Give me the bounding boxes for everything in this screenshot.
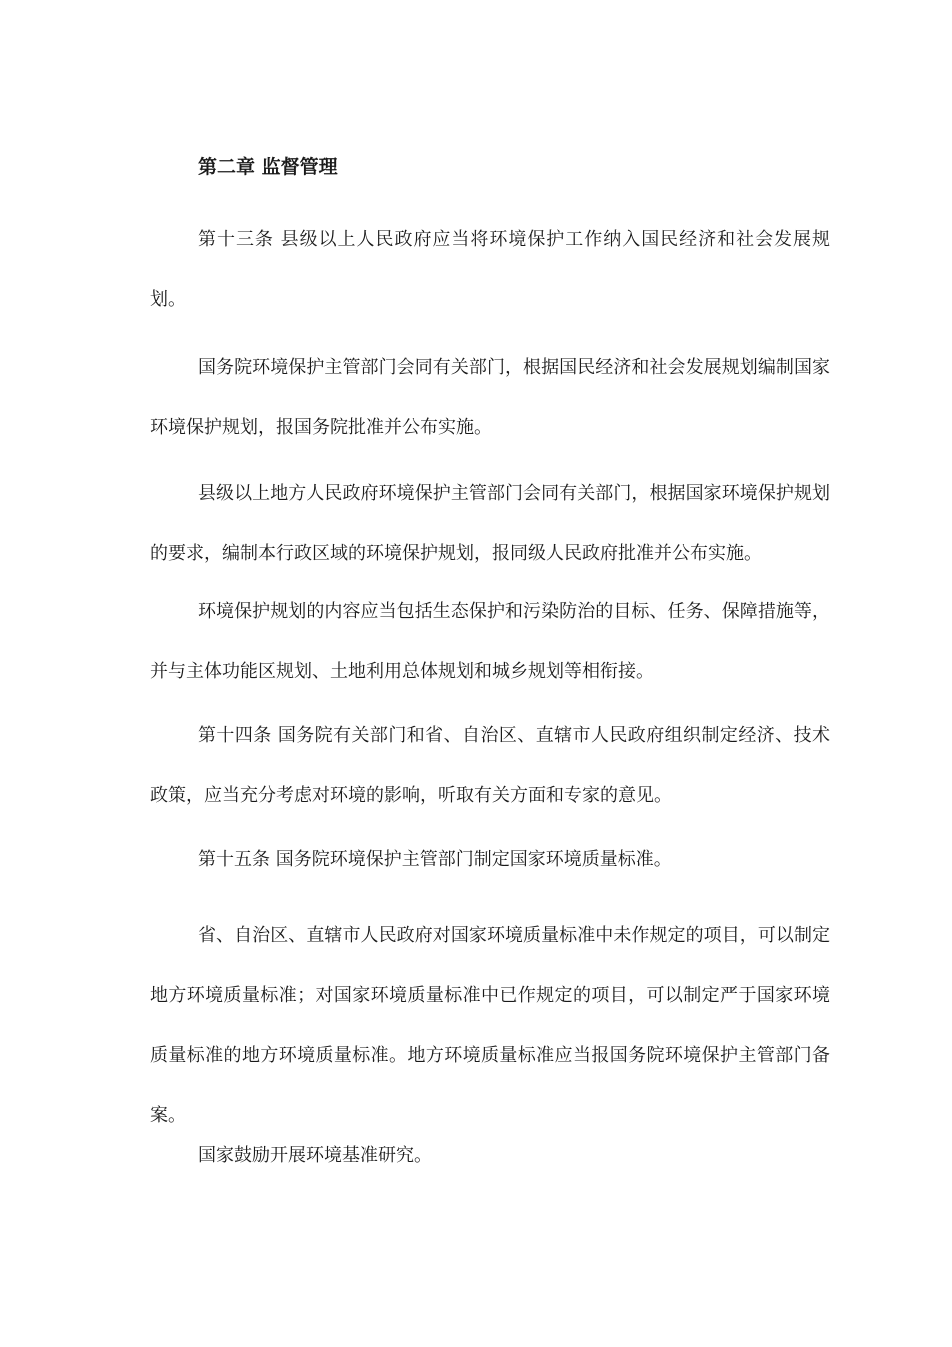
- plan-content-paragraph: 环境保护规划的内容应当包括生态保护和污染防治的目标、任务、保障措施等，并与主体功能区规划、土地利用总体规划和城乡规划等相衔接。: [150, 601, 830, 682]
- national-plan-paragraph: 国务院环境保护主管部门会同有关部门，根据国民经济和社会发展规划编制国家环境保护规划，报国务院批准并公布实施。: [150, 357, 830, 438]
- article-14-paragraph: 第十四条 国务院有关部门和省、自治区、直辖市人民政府组织制定经济、技术政策，应当充分考虑对环境的影响，听取有关方面和专家的意见。: [150, 725, 830, 806]
- baseline-research-paragraph: 国家鼓励开展环境基准研究。: [198, 1145, 432, 1166]
- local-plan-paragraph: 县级以上地方人民政府环境保护主管部门会同有关部门，根据国家环境保护规划的要求，编制本行政区域的环境保护规划，报同级人民政府批准并公布实施。: [150, 483, 830, 564]
- article-13-paragraph: 第十三条 县级以上人民政府应当将环境保护工作纳入国民经济和社会发展规划。: [150, 229, 830, 310]
- article-15-paragraph: 第十五条 国务院环境保护主管部门制定国家环境质量标准。: [198, 849, 672, 870]
- local-standards-paragraph: 省、自治区、直辖市人民政府对国家环境质量标准中未作规定的项目，可以制定地方环境质量标准；对国家环境质量标准中已作规定的项目，可以制定严于国家环境质量标准的地方环境质量标准。地方环境质量标准应当报国务院环境保护主管部门备案。: [150, 925, 830, 1126]
- chapter-title: 第二章 监督管理: [198, 156, 338, 178]
